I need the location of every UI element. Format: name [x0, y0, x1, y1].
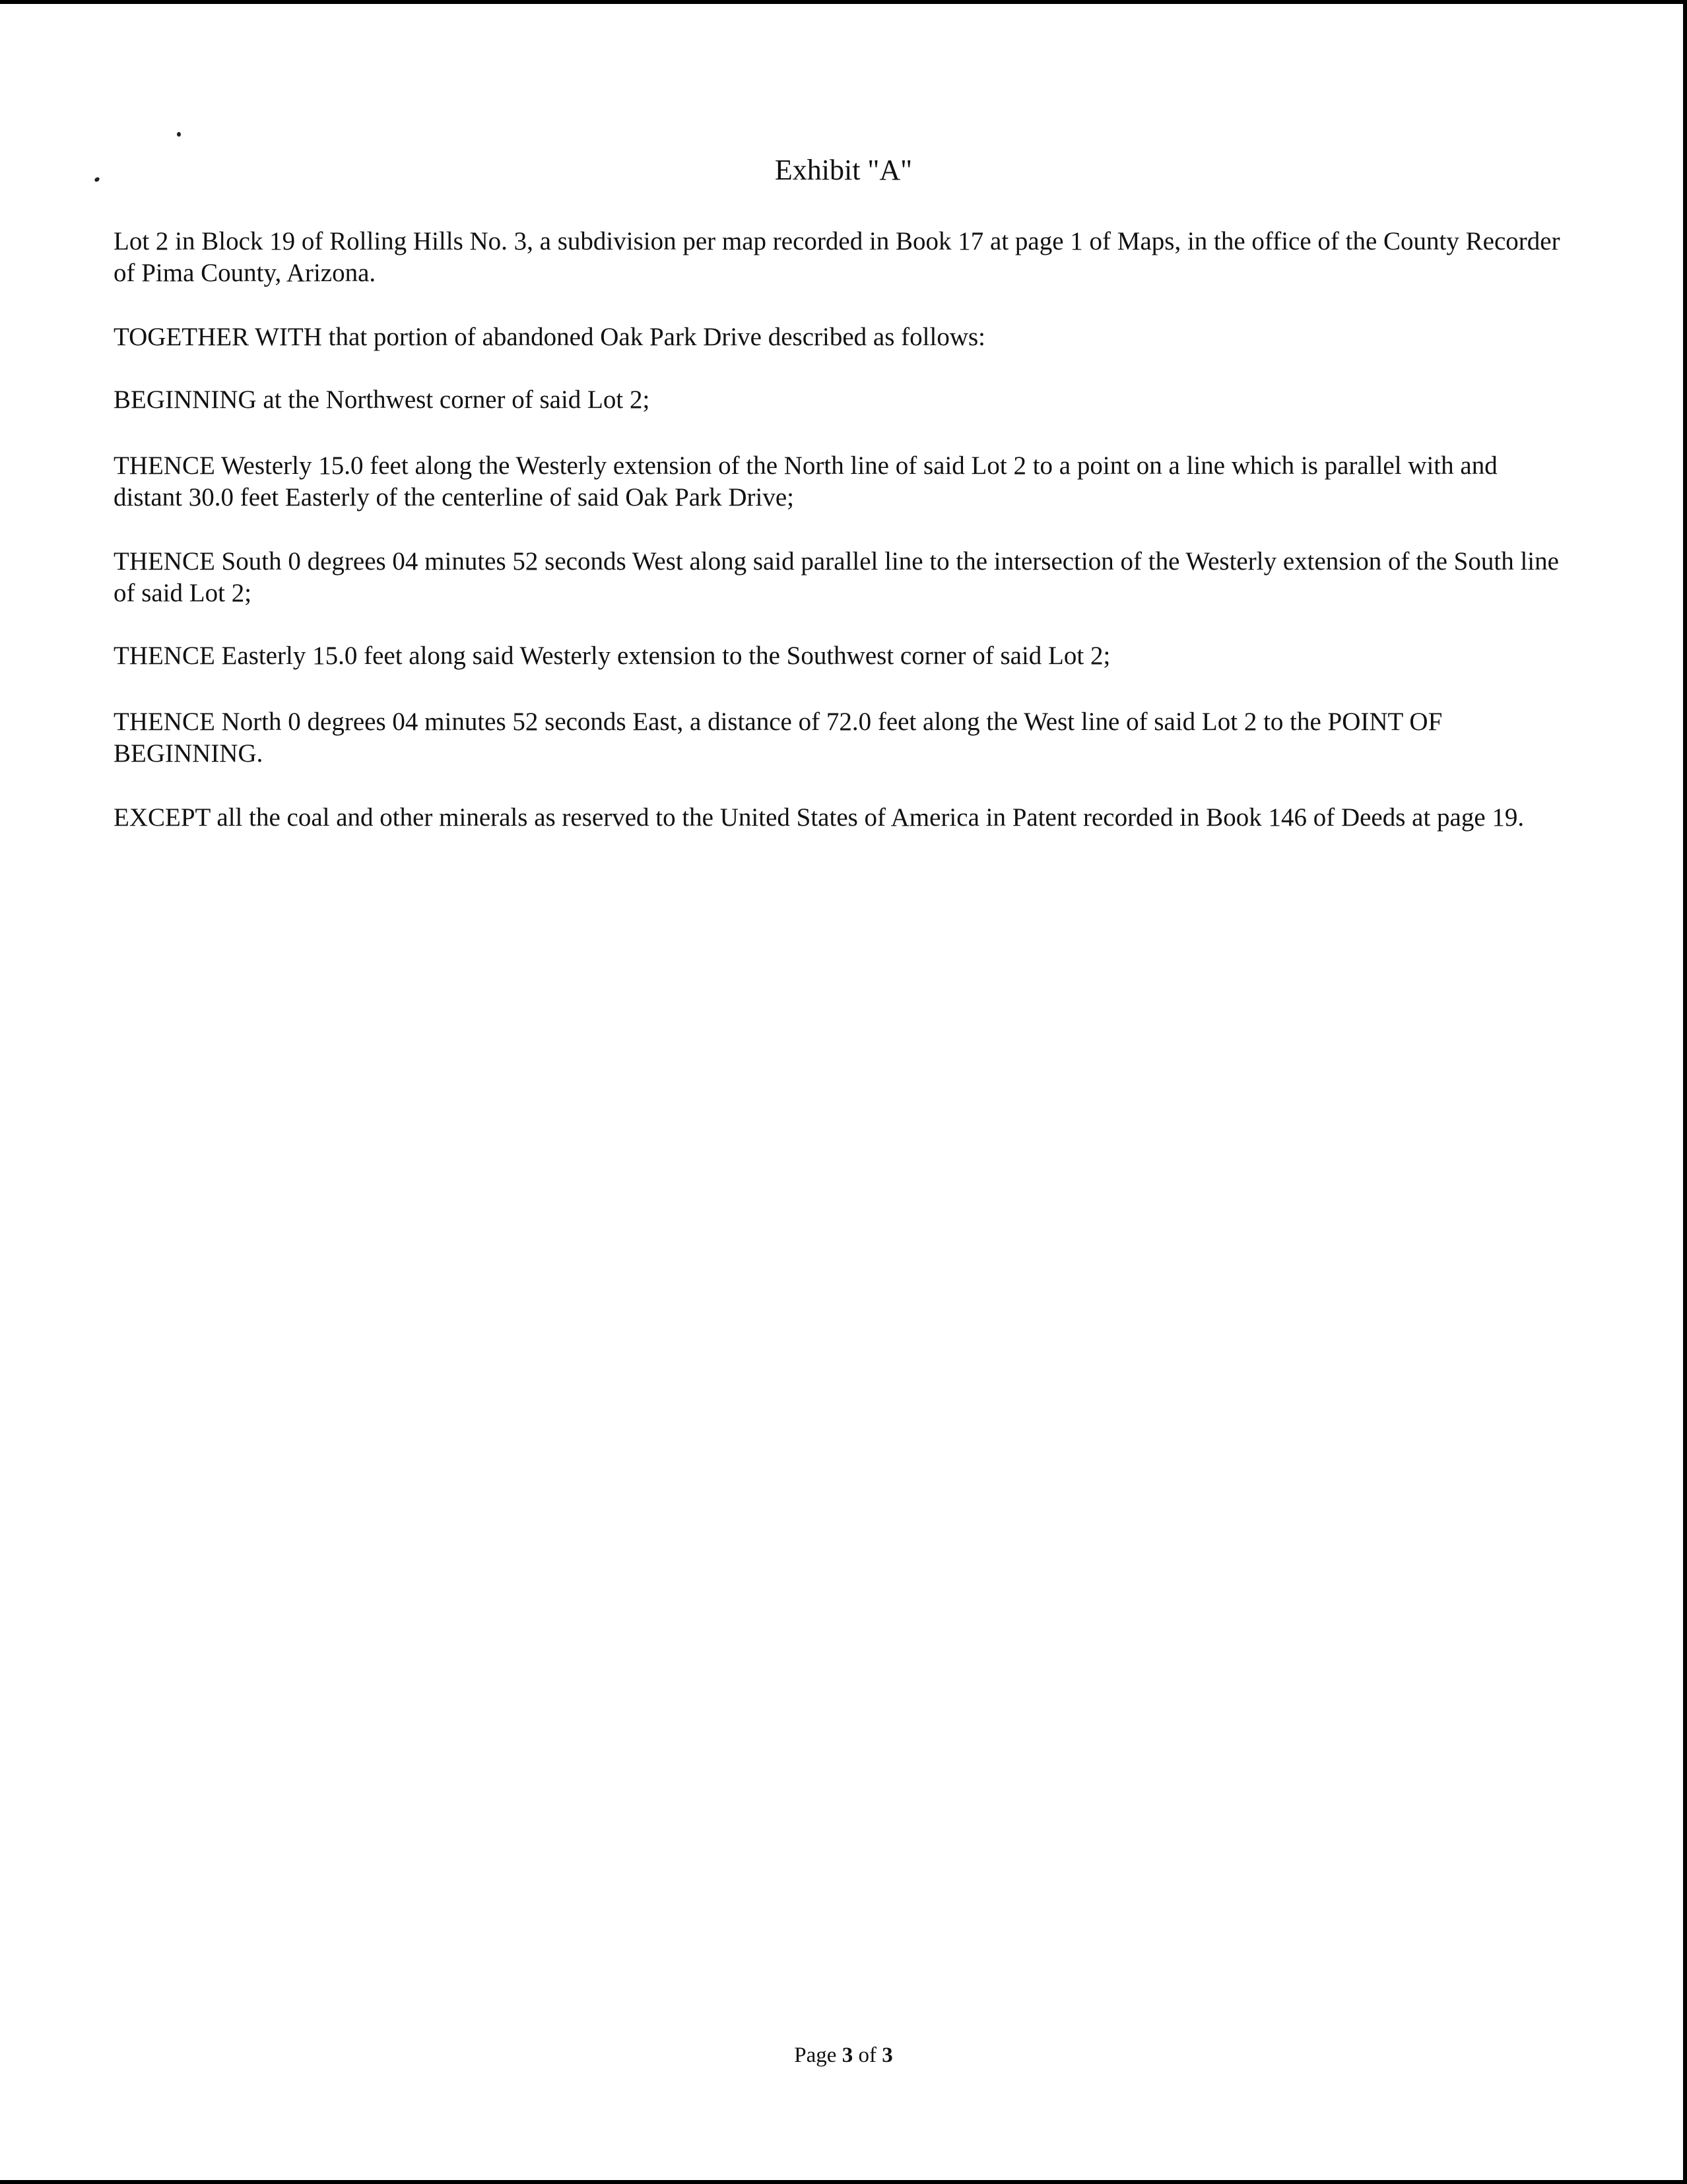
thence-south-paragraph: THENCE South 0 degrees 04 minutes 52 seconds West along said parallel line to the intersection of the Westerly extension of the South line of said Lot 2; — [114, 547, 1559, 607]
page-of-label: of — [853, 2043, 882, 2067]
page-number-footer — [0, 2042, 1687, 2068]
total-page-number: 3 — [882, 2043, 893, 2067]
together-with-paragraph: TOGETHER WITH that portion of abandoned Oak Park Drive described as follows: — [114, 323, 985, 351]
page-title: Exhibit "A" — [774, 154, 913, 186]
thence-westerly-paragraph: THENCE Westerly 15.0 feet along the Westerly extension of the North line of said Lot 2 to a point on a line which is parallel with and distant 30.0 feet Easterly of the centerline of said Oak Park Drive; — [114, 451, 1498, 512]
current-page-number: 3 — [842, 2043, 853, 2067]
thence-easterly-paragraph: THENCE Easterly 15.0 feet along said Westerly extension to the Southwest corner of said Lot 2; — [114, 642, 1111, 670]
scan-border-top — [0, 0, 1687, 4]
thence-north-paragraph: THENCE North 0 degrees 04 minutes 52 seconds East, a distance of 72.0 feet along the West line of said Lot 2 to the POINT OF BEGINNING. — [114, 708, 1443, 768]
legal-description-paragraph: Lot 2 in Block 19 of Rolling Hills No. 3, a subdivision per map recorded in Book 17 at page 1 of Maps, in the office of the County Recorder of Pima County, Arizona. — [114, 227, 1560, 287]
except-paragraph: EXCEPT all the coal and other minerals as reserved to the United States of America in Patent recorded in Book 146 of Deeds at page 19. — [114, 803, 1525, 832]
page-label: Page — [794, 2043, 842, 2067]
scan-border-bottom — [0, 2180, 1687, 2184]
scan-border-right — [1683, 0, 1687, 2184]
scan-speck — [177, 132, 181, 137]
beginning-paragraph: BEGINNING at the Northwest corner of said Lot 2; — [114, 385, 650, 414]
